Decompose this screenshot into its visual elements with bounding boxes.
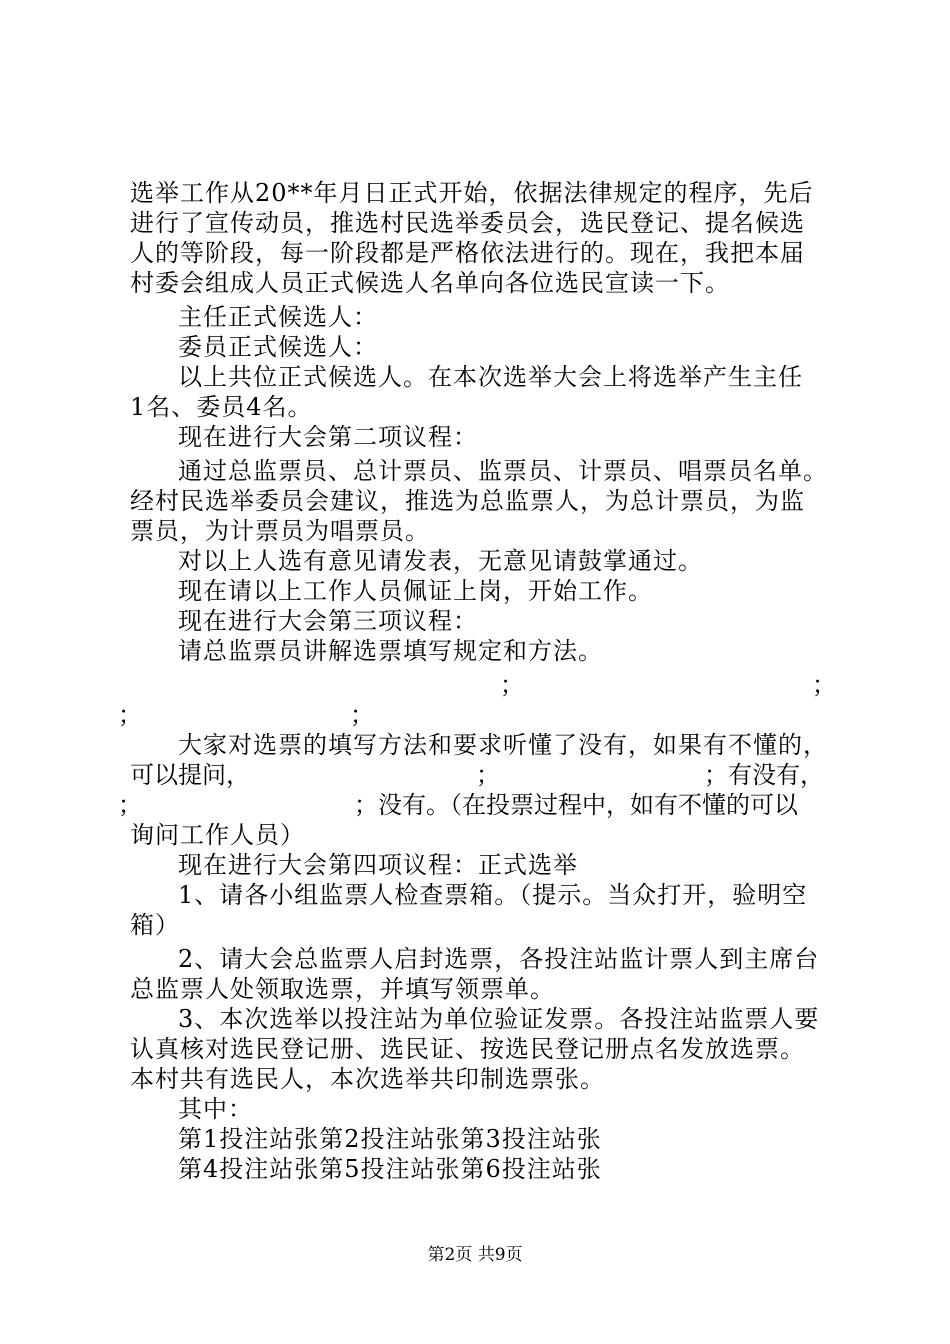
semicolon-mark: ； [500,671,524,699]
director-candidates-line: 主任正式候选人： [178,303,378,331]
semicolon-mark: ； [118,701,142,729]
paragraph-line: 人的等阶段，每一阶段都是严格依法进行的。现在，我把本届 [130,239,805,267]
paragraph-line: 进行了宣传动员，推选村民选举委员会，选民登记、提名候选 [130,209,805,237]
paragraph-line: 2、请大会总监票人启封选票，各投注站监计票人到主席台 [178,945,820,973]
agenda-four-heading: 现在进行大会第四项议程：正式选举 [178,851,578,879]
semicolon-mark: ； [812,671,836,699]
paragraph-line: 总监票人处领取选票，并填写领票单。 [130,975,555,1003]
paragraph-line: 经村民选举委员会建议，推选为总监票人，为总计票员，为监 [130,487,805,515]
paragraph-line: 认真核对选民登记册、选民证、按选民登记册点名发放选票。 [130,1035,805,1063]
paragraph-line: 1、请各小组监票人检查票箱。（提示。当众打开，验明空 [178,881,808,909]
agenda-three-heading: 现在进行大会第三项议程： [178,607,478,635]
member-candidates-line: 委员正式候选人： [178,333,378,361]
paragraph-line: 请总监票员讲解选票填写规定和方法。 [178,637,603,665]
paragraph-line: 对以上人选有意见请发表，无意见请鼓掌通过。 [178,547,703,575]
station-list-line: 第1投注站张第2投注站张第3投注站张 [178,1125,602,1153]
ask-prefix-text: 可以提问， [130,761,250,789]
paragraph-line: 大家对选票的填写方法和要求听懂了没有，如果有不懂的， [178,731,828,759]
paragraph-line: 询问工作人员） [130,821,305,849]
agenda-two-heading: 现在进行大会第二项议程： [178,423,478,451]
paragraph-line: 票员，为计票员为唱票员。 [130,517,430,545]
paragraph-line: 选举工作从20**年月日正式开始，依据法律规定的程序，先后 [130,179,814,207]
paragraph-line: 以上共位正式候选人。在本次选举大会上将选举产生主任 [178,363,803,391]
semicolon-mark: ； [118,791,142,819]
paragraph-line: 箱） [130,911,180,939]
paragraph-line: 村委会组成人员正式候选人名单向各位选民宣读一下。 [130,269,730,297]
semicolon-mark: ； [476,761,500,789]
paragraph-line: 其中： [178,1095,253,1123]
ask-suffix-text: ；有没有， [704,761,824,789]
station-list-line: 第4投注站张第5投注站张第6投注站张 [178,1155,602,1183]
none-text: ；没有。（在投票过程中，如有不懂的可以 [354,791,798,819]
paragraph-line: 1名、委员4名。 [130,393,313,421]
paragraph-line: 现在请以上工作人员佩证上岗，开始工作。 [178,577,653,605]
semicolon-mark: ； [350,701,374,729]
paragraph-line: 通过总监票员、总计票员、监票员、计票员、唱票员名单。 [178,457,828,485]
paragraph-line: 本村共有选民人，本次选举共印制选票张。 [130,1065,605,1093]
page-footer: 第2页 共9页 [427,1245,523,1265]
paragraph-line: 3、本次选举以投注站为单位验证发票。各投注站监票人要 [178,1005,820,1033]
